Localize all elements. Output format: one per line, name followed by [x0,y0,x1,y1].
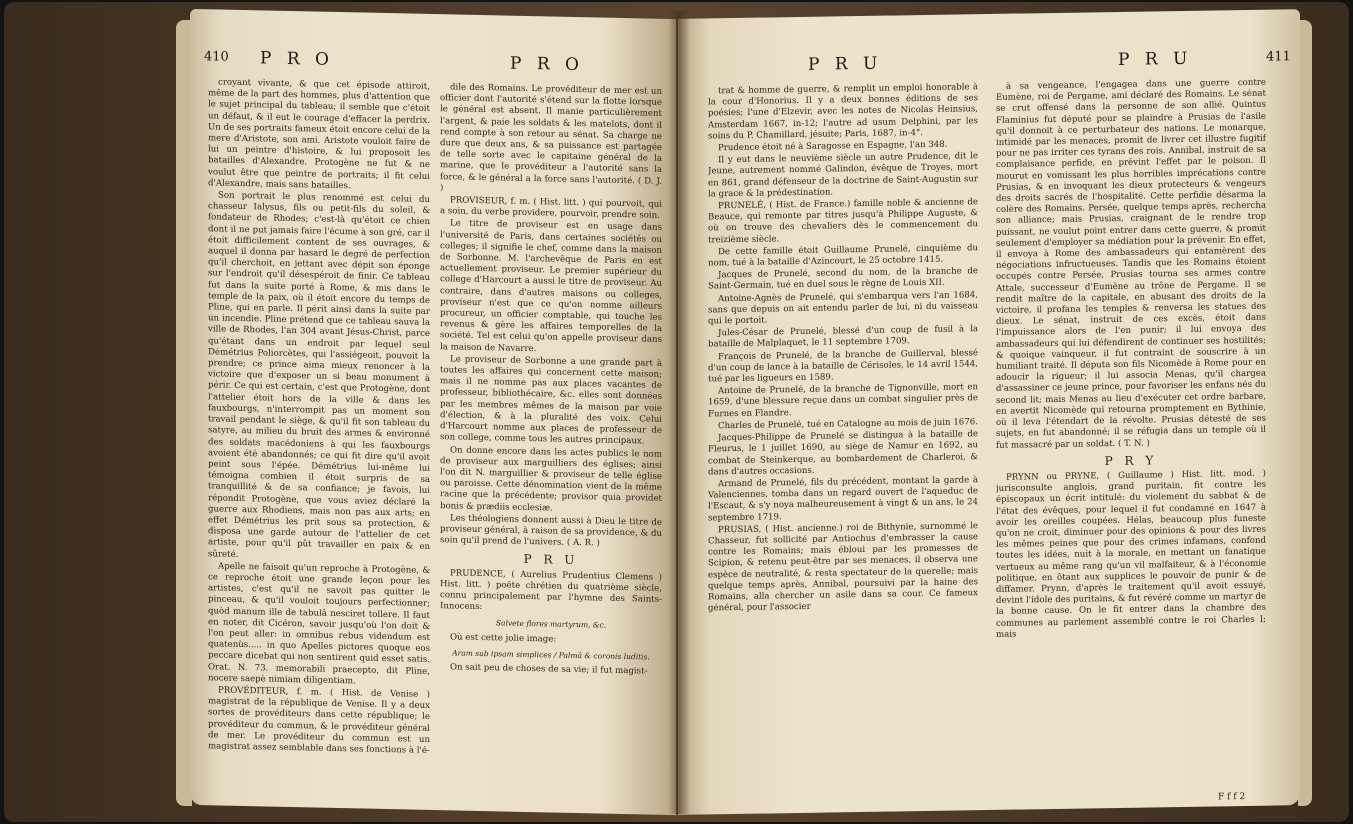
paragraph: François de Prunelé, de la branche de Guillerval, blessé d'un coup de lance à la bataille de Cérisoles, le 14 avril 1544, tué par les ligueurs en 1589. [708,347,978,385]
verse-line: Aram sub ipsam simplices / Palmâ & coronis luditis. [452,648,650,662]
running-head-right-col2: P R U [1118,48,1193,70]
paragraph: Les théologiens donnent aussi à Dieu le titre de proviseur général, à raison de sa providence, & du soin qu'il prend de l'univers. ( A. R. ) [440,513,662,549]
paragraph: croyant vivante, & que cet épisode attiroit, même de la part des hommes, plus d'attention que le sujet principal du tableau; il semble que c'étoit un défaut, & il eut le courage d'effacer la perdrix. Un de ses portraits fameux étoit encore celui de la mere d'Aristote, son ami. Aristote vouloit faire de lui un peintre d'histoire, & lui proposoit les batailles d'Alexandre. Protogène ne fut & ne voulut être que peintre de portraits; il fit celui d'Alexandre, mais sans batailles. [208,77,430,192]
page-edges-right [1298,20,1312,806]
running-head-right: P R U [808,53,883,75]
paragraph: Armand de Prunelé, fils du précédent, montant la garde à Valenciennes, tomba dans un regard ouvert de l'aqueduc de l'Escaut, & s'y noya malheureusement à vingt & un ans, le 24 septembre 1719. [708,475,978,523]
paragraph: à sa vengeance, l'engagea dans une guerre contre Eumène, roi de Pergame, ami déclaré des Romains. Le sénat se crut offensé dans la personne de son allié. Quintus Flaminius fut député pour se plaindre à Prusias de l'asile qu'il donnoit à ce perturbateur des nations. Le monarque, intimidé par les menaces, promit de livrer cet illustre fugitif pour ne pas irriter ces tyrans des rois. Annibal, instruit de sa complaisance perfide, en prévint l'effet par le poison. Il mourut en vomissant les plus horribles imprécations contre Prusias, & en invoquant les dieux protecteurs & vengeurs des droits sacrés de l'hospitalité. Cette perfidie désarma la colère des Romains. Persée, quelque temps après, rechercha son alliance; mais Prusias, craignant de le rendre trop puissant, ne voulut point entrer dans cette guerre, & promit seulement d'employer sa médiation pour la prévenir. En effet, il envoya à Rome des ambassadeurs qui entamèrent des négociations infructueuses. Tandis que les Romains étoient occupés contre Persée, Prusias tourna ses armes contre Attale, successeur d'Eumène au trône de Pergame. Il se rendit maître de la capitale, en abusant des droits de la victoire, il profana les temples & renversa les statues des dieux. Le sénat, instruit de ces excès, étoit dans l'impuissance alors de l'en punir; il lui envoya des ambassadeurs qui lui défendirent de continuer ses hostilités; & quoique vainqueur, il fut contraint de souscrire à un humiliant traité. Il députa son fils Nicomède à Rome pour en adoucir la rigueur; il lui associa Menas, qu'il chargea d'assassiner ce jeune prince, pour favoriser les enfans nés du second lit; mais Menas au lieu d'exécuter cet ordre barbare, en avertit Nicomède qui retourna promptement en Bythinie, où il leva l'étendart de la révolte. Prusias détesté de ses sujets, en fut abandonné; il se réfugia dans un temple où il fut massacré par un soldat. ( T. N. ) [996,77,1266,451]
page-number-left: 410 [204,49,229,65]
paragraph: PRUNELÉ, ( Hist. de France.) famille noble & ancienne de Beauce, qui remonte par titres jusqu'à Philippe Auguste, & où on trouve des chevaliers dès le commencement du treizième siècle. [708,197,978,246]
signature-mark: F f f 2 [1218,791,1246,803]
book-gutter [668,10,690,814]
paragraph: Jules-César de Prunelé, blessé d'un coup de fusil à la bataille de Malplaquet, le 11 septembre 1709. [708,324,978,350]
paragraph: Où est cette jolie image: [450,631,557,645]
right-column-1 [708,82,978,806]
left-column-1 [208,77,430,802]
right-column-2 [996,78,1266,802]
paragraph: PROVÉDITEUR, f. m. ( Hist. de Venise ) magistrat de la république de Venise. Il y a deux sortes de provéditeurs dans cette république; le provéditeur du commun, & le provéditeur général de mer. Le provéditeur du commun est un magistrat assez semblable dans ses fonctions à l'é- [208,685,430,756]
paragraph: On sait peu de choses de sa vie; il fut magist- [450,662,648,677]
paragraph: PROVISEUR, f. m. ( Hist. litt. ) qui pourvoit, qui a soin, du verbe providere, pourvoir, prendre soin. [440,195,662,221]
paragraph: Le titre de proviseur est en usage dans l'université de Paris, dans certaines sociétés ou colleges; il signifie le chef, comme dans la maison de Sorbonne. M. l'archevêque de Paris en est actuellement proviseur. Le premier supérieur du college d'Harcourt a aussi le titre de proviseur. Au contraire, dans d'autres maisons ou colleges, proviseur n'est que ce qu'on nomme ailleurs procureur, un officier comptable, qui touche les revenus & gère les affaires temporelles de la société. Tel est celui qu'on appelle proviseur dans la maison de Navarre. [440,218,662,354]
paragraph: Le proviseur de Sorbonne a une grande part à toutes les affaires qui concernent cette maison; mais il ne nomme pas aux places vacantes de professeur, bibliothécaire, &c. elles sont données par les membres mêmes de la maison par voie d'élection, & à la pluralité des voix. Celui d'Harcourt nomme aux places de professeur de son college, comme tous les autres principaux. [440,354,662,447]
section-heading: P R U [523,552,579,568]
paragraph: Jacques-Philippe de Prunelé se distingua à la bataille de Fleurus, le 1 juillet 1690, au siège de Namur en 1692, au combat de Steinkerque, au bombardement de Charleroi, & dans d'autres occasions. [708,429,978,478]
paragraph: PRYNN ou PRYNE, ( Guillaume ) Hist. litt. mod. ) jurisconsulte anglois, grand puritain, fit contre les épiscopaux un écrit intitulé: du violement du sabbat & de l'état des évêques, pour lequel il fut condamné en 1647 à avoir les oreilles coupées. Hélas, beaucoup plus funeste qu'on ne croit, diminuer pour des opinions & pour des livres les mêmes peines que pour des crimes infamans, confond toutes les idées, nuit à la morale, en mettant un fanatique vertueux au même rang qu'un vil malfaiteur, & à l'économie politique, en ôtant aux supplices le pouvoir de punir & de diffamer. Prynn, d'après le traitement qu'il avoit essuyé, devint l'idole des puritains, & fut révéré comme un martyr de la bonne cause. On le fit entrer dans la chambre des communes au parlement assemblé contre le roi Charles I; mais [996,468,1266,640]
paragraph: Prudence étoit né à Saragosse en Espagne, l'an 348. [718,139,948,154]
paragraph: PRUSIAS, ( Hist. ancienne.) roi de Bithynie, surnommé le Chasseur, fut sollicité par Antiochus d'embrasser la cause contre les Romains; mais ébloui par les promesses de Scipion, & retenu peut-être par ses menaces, il observa une espèce de neutralité, & resta spectateur de la querelle; mais quelque temps après, Annibal, poursuivi par la haine des Romains, alla chercher un asile dans sa cour. Ce fameux général, pour l'associer [708,520,978,614]
paragraph: Apelle ne faisoit qu'un reproche à Protogène, & ce reproche étoit une grande leçon pour les artistes, c'est qu'il ne savoit pas quitter le pinceau, & qu'il vouloit toujours perfectionner; quòd manum ille de tabulâ nesciret tollere. Il faut en noter, dit Cicéron, savoir jusqu'où l'on doit & l'on peut aller: in omnibus rebus videndum est quatenùs..... in quo Apelles pictores quoque eos peccare dicebat qui non sentirent quid esset satis. Orat. N. 73. memorabili praecepto, dit Pline, nocere saepè nimiam diligentiam. [208,561,430,687]
paragraph: trat & homme de guerre, & remplit un emploi honorable à la cour d'Honorius. Il y a deux bonnes éditions de ses poésies; l'une d'Elzevir, avec les notes de Nicolas Heinsius, Amsterdam 1667, in-12; l'autre ad usum Delphini, par les soins du P. Chamillard, jésuite; Paris, 1687, in-4°. [708,82,978,142]
paragraph: PRUDENCE, ( Aurelius Prudentius Clemens ) Hist. litt. ) poëte chrétien du quatrième siècle, connu principalement par l'hymne des Saints-Innocens: [440,567,662,613]
paragraph: Son portrait le plus renommé est celui du chasseur Ialysus, fils ou petit-fils du soleil, & fondateur de Rhodes; c'est-là qu'étoit ce chien dont il ne put jamais faire l'écume à son gré, car il étoit difficilement content de ses ouvrages, & auquel il donna par hasard le degré de perfection qu'il cherchoit, en jettant avec dépit son éponge sur l'endroit qu'il désespéroit de finir. Ce tableau fut dans la suite porté à Rome, & mis dans le temple de la paix, où il étoit encore du temps de Pline, qui en parle. Il périt ainsi dans la suite par un incendie. Pline prétend que ce tableau sauva la ville de Rhodes, l'an 304 avant Jésus-Christ, parce qu'étant dans un endroit par lequel seul Démétrius Poliorcètes, qui l'assiégeoit, pouvoit la prendre; ce prince aima mieux renoncer à la victoire que d'exposer un si beau monument à périr. Ce qui est certain, c'est que Protogène, dont l'attelier étoit hors de la ville & dans les fauxbourgs, n'interrompit pas un moment son travail pendant le siège, & qu'il fit son tableau du satyre, au milieu du bruit des armes & environné des soldats macédoniens à qui les fauxbourgs avoient été abandonnés; ce qui fit dire qu'il avoit peint sous l'épée. Démétrius lui-même lui témoigna combien il étoit surpris de sa tranquillité & de sa confiance; je favois, lui répondit Protogène, que vous aviez déclaré la guerre aux Rhodiens, mais non pas aux arts; en effet Démétrius les prit sous sa protection, & disposa une garde autour de l'attelier de cet artiste, pour qu'il pût travailler en paix & en sûreté. [208,190,430,560]
running-head-left: P R O [260,48,334,70]
paragraph: On donne encore dans les actes publics le nom de proviseur aux marguilliers des églises; ainsi l'on dit N. marguillier & proviseur de telle église ou paroisse. Cette dénomination vient de la même racine que la précédente; provisor quia providet bonis & prædiis ecclesiæ. [440,444,662,514]
paragraph: Antoine-Agnès de Prunelé, qui s'embarqua vers l'an 1684, sans que depuis on ait entendu parler de lui, ni du vaisseau qui le portoit. [708,289,978,327]
verse-line: Salvete flores martyrum, &c. [495,618,607,630]
paragraph: Charles de Prunelé, tué en Catalogne au mois de juin 1676. [718,417,978,432]
paragraph: dile des Romains. Le provéditeur de mer est un officier dont l'autorité s'étend sur la flotte lorsque le général est absent. Il manie particulièrement l'argent, & paie les soldats & les matelots, dont il rend compte à son retour au sénat. Sa charge ne dure que deux ans, & sa puissance est partagée de telle sorte avec le capitaine général de la marine, que le provéditeur a l'autorité sans la force, & le général a la force sans l'autorité. ( D. J. ) [440,82,662,194]
page-number-right: 411 [1266,49,1291,65]
section-heading: P R Y [1104,453,1158,468]
paragraph: De cette famille étoit Guillaume Prunelé, cinquième du nom, tué à la bataille d'Azincourt, le 25 octobre 1415. [708,243,978,269]
paragraph: Il y eut dans le neuvième siècle un autre Prudence, dit le Jeune, autrement nommé Galindon, évêque de Troyes, mort en 861, grand défenseur de la doctrine de Saint-Augustin sur la grace & la prédestination. [708,151,978,200]
paragraph: Antoine de Prunelé, de la branche de Tignonville, mort en 1659, d'une blessure reçue dans un combat singulier près de Furnes en Flandre. [708,382,978,420]
paragraph: Jacques de Prunelé, second du nom, de la branche de Saint-Germain, tué en duel sous le règne de Louis XII. [708,266,978,292]
left-column-2 [440,82,662,807]
left-page [190,9,676,815]
right-page [678,9,1300,815]
running-head-left-col2: P R O [510,53,584,76]
